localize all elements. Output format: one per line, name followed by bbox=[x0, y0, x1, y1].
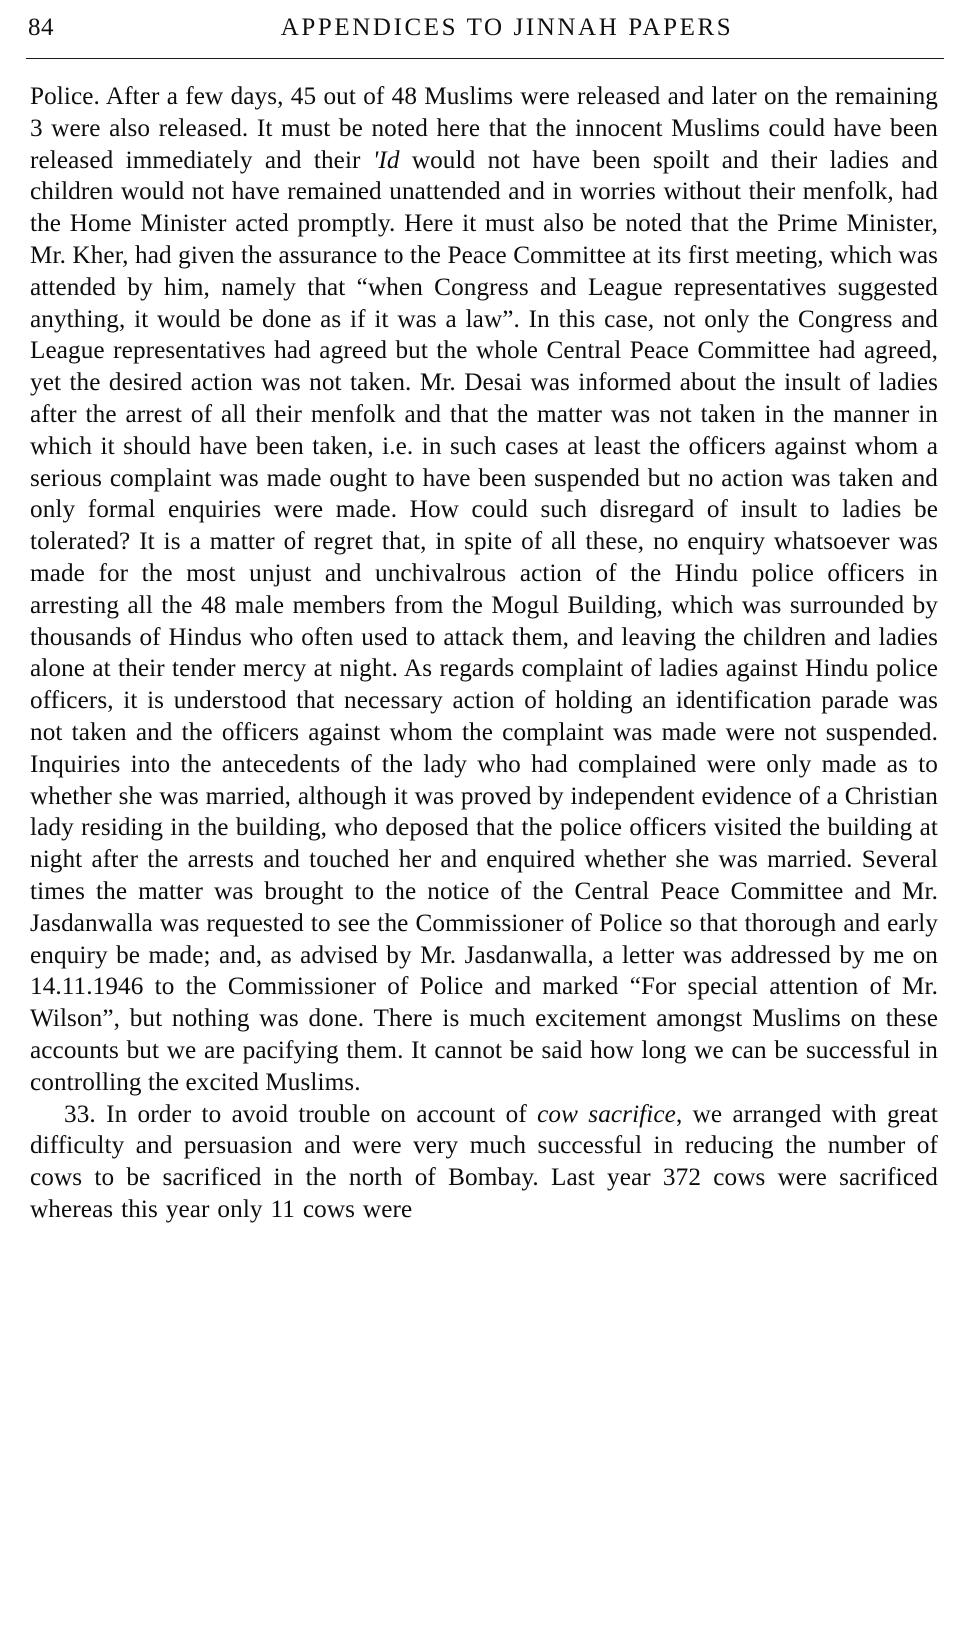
paragraph-2-text-a: 33. In order to avoid trouble on account of bbox=[64, 1100, 538, 1128]
paragraph-2-text-b: , we arranged with great difficulty and persuasion and were very much successful in reducing the number of cows to be sacrificed in the north of Bombay. Last year 372 cows were sacrificed whereas this year only 11 cows were bbox=[30, 1100, 938, 1223]
page-header bbox=[0, 0, 968, 48]
paragraph-continuation bbox=[30, 81, 938, 1099]
paragraph-1-text-a: Police. After a few days, 45 out of 48 Muslims were released and later on the remaining 3 were also released. It must be noted here that the innocent Muslims could have been released immediately and their bbox=[30, 83, 938, 174]
page-number: 84 bbox=[28, 14, 54, 41]
paragraph-1-italic-id: 'Id bbox=[372, 146, 400, 174]
paragraph-33 bbox=[30, 1099, 938, 1226]
paragraph-1-text-b: would not have been spoilt and their ladies and children would not have remained unattended and in worries without their menfolk, had the Home Minister acted promptly. Here it must also be noted that the Prime Minister, Mr. Kher, had given the assurance to the Peace Committee at its first meeting, which was attended by him, namely that “when Congress and League representatives suggested anything, it would be done as if it was a law”. In this case, not only the Congress and League representatives had agreed but the whole Central Peace Committee had agreed, yet the desired action was not taken. Mr. Desai was informed about the insult of ladies after the arrest of all their menfolk and that the matter was not taken in the manner in which it should have been taken, i.e. in such cases at least the officers against whom a serious complaint was made ought to have been suspended but no action was taken and only formal enquiries were made. How could such disregard of insult to ladies be tolerated? It is a matter of regret that, in spite of all these, no enquiry whatsoever was made for the most unjust and unchivalrous action of the Hindu police officers in arresting all the 48 male members from the Mogul Building, which was surrounded by thousands of Hindus who often used to attack them, and leaving the children and ladies alone at their tender mercy at night. As regards complaint of ladies against Hindu police officers, it is understood that necessary action of holding an identification parade was not taken and the officers against whom the complaint was made were not suspended. Inquiries into the antecedents of the lady who had complained were only made as to whether she was married, although it was proved by independent evidence of a Christian lady residing in the building, who deposed that the police officers visited the building at night after the arrests and touched her and enquired whether she was married. Several times the matter was brought to the notice of the Central Peace Committee and Mr. Jasdanwalla was requested to see the Commissioner of Police so that thorough and early enquiry be made; and, as advised by Mr. Jasdanwalla, a letter was addressed by me on 14.11.1946 to the Commissioner of Police and marked “For special attention of Mr. Wilson”, but nothing was done. There is much excitement amongst Muslims on these accounts but we are pacifying them. It cannot be said how long we can be successful in controlling the excited Muslims. bbox=[30, 146, 939, 1096]
running-head: APPENDICES TO JINNAH PAPERS bbox=[280, 14, 734, 41]
paragraph-2-italic-cow-sacrifice: cow sacrifice bbox=[537, 1100, 676, 1128]
page-body bbox=[30, 81, 938, 1226]
header-divider bbox=[26, 58, 944, 59]
